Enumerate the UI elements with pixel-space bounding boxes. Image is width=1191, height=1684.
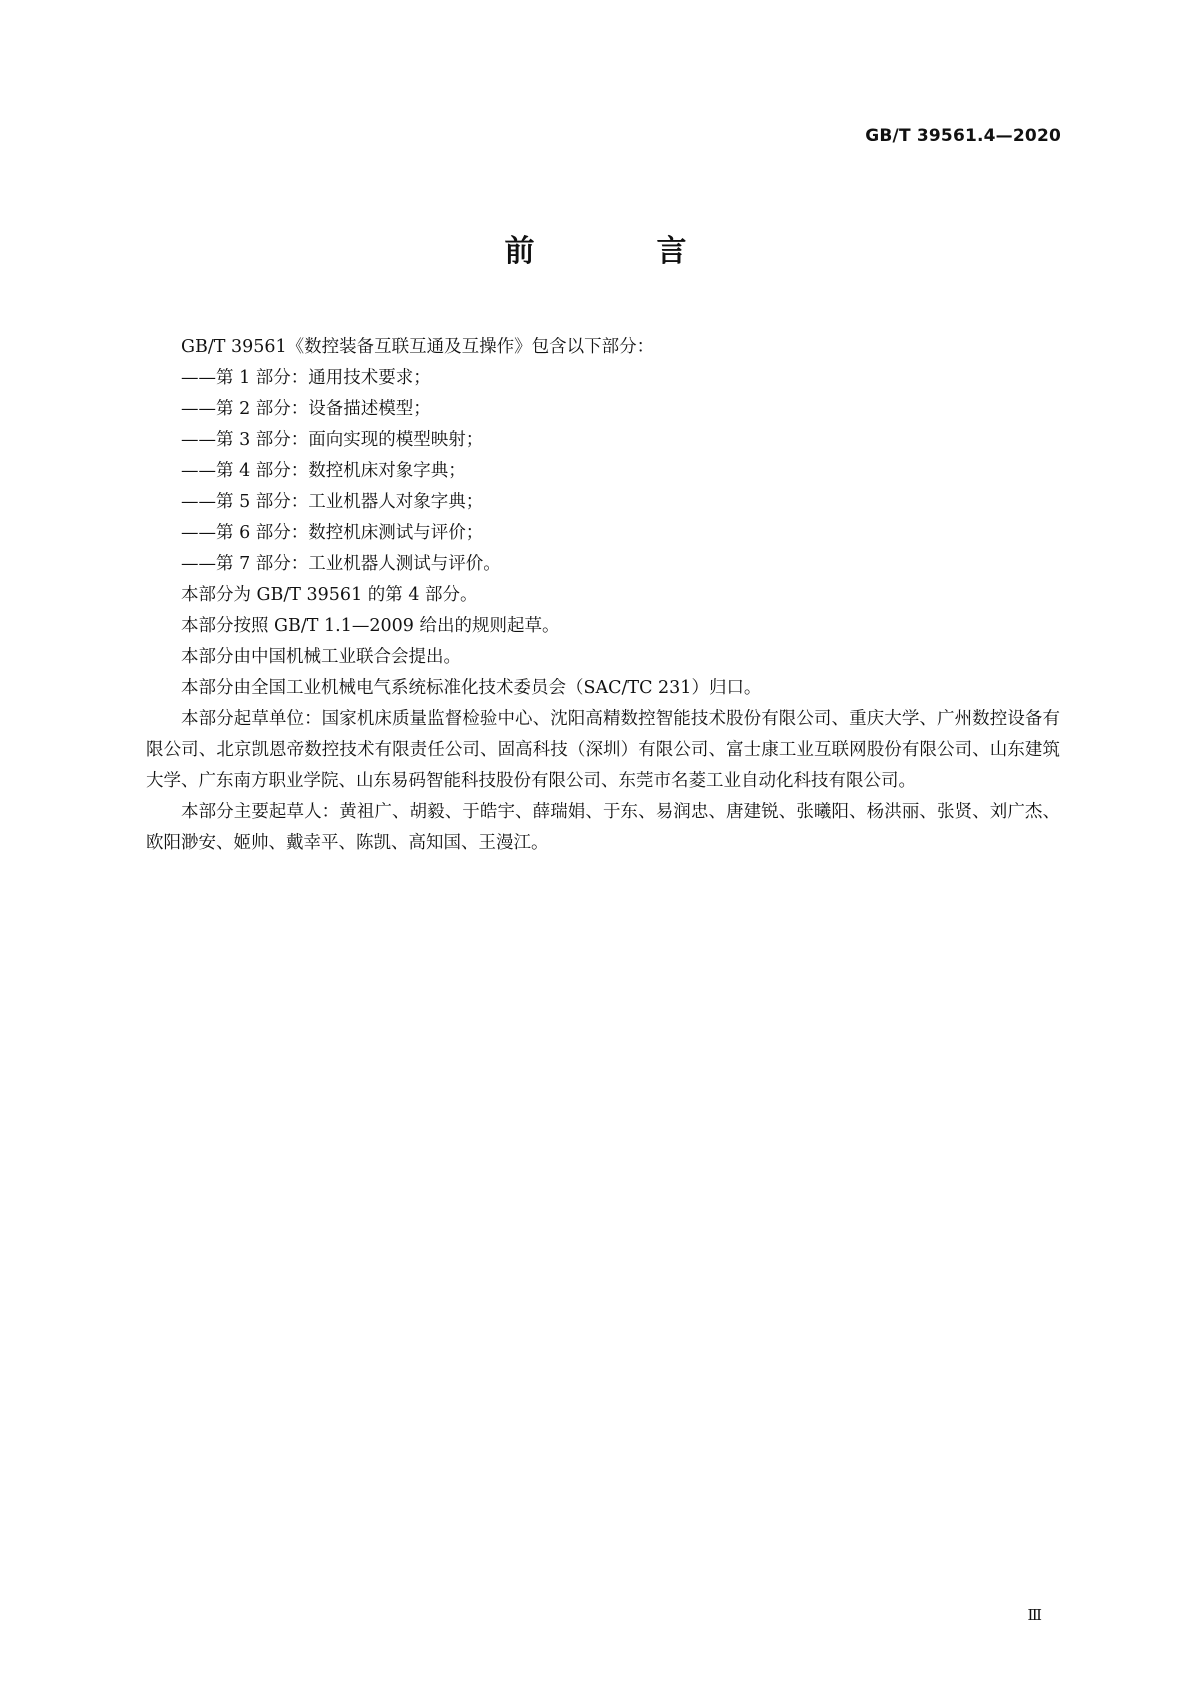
list-item-part-5: ——第 5 部分：工业机器人对象字典； <box>181 492 484 512</box>
list-item-part-2: ——第 2 部分：设备描述模型； <box>181 399 431 419</box>
list-item-part-6: ——第 6 部分：数控机床测试与评价； <box>181 523 484 543</box>
list-item-part-7: ——第 7 部分：工业机器人测试与评价。 <box>181 554 501 574</box>
paragraph-drafters: 本部分主要起草人：黄祖广、胡毅、于皓宇、薛瑞娟、于东、易润忠、唐建锐、张曦阳、杨洪丽、张贤、刘广杰、欧阳渺安、姬帅、戴幸平、陈凯、高知国、王漫江。 <box>146 802 1060 853</box>
foreword-body <box>146 332 1060 859</box>
list-item-part-3: ——第 3 部分：面向实现的模型映射； <box>181 430 484 450</box>
paragraph-proposer: 本部分由中国机械工业联合会提出。 <box>181 647 461 667</box>
list-item-part-1: ——第 1 部分：通用技术要求； <box>181 368 431 388</box>
paragraph-intro: GB/T 39561《数控装备互联互通及互操作》包含以下部分： <box>181 337 655 357</box>
paragraph-part-statement: 本部分为 GB/T 39561 的第 4 部分。 <box>181 585 478 605</box>
list-item-part-4: ——第 4 部分：数控机床对象字典； <box>181 461 466 481</box>
paragraph-drafting-units: 本部分起草单位：国家机床质量监督检验中心、沈阳高精数控智能技术股份有限公司、重庆大学、广州数控设备有限公司、北京凯恩帝数控技术有限责任公司、固高科技（深圳）有限公司、富士康工业互联网股份有限公司、山东建筑大学、广东南方职业学院、山东易码智能科技股份有限公司、东莞市名菱工业自动化科技有限公司。 <box>146 709 1060 791</box>
page-title: 前 言 <box>504 234 733 269</box>
paragraph-centralized-by: 本部分由全国工业机械电气系统标准化技术委员会（SAC/TC 231）归口。 <box>181 678 762 698</box>
paragraph-drafting-rules: 本部分按照 GB/T 1.1—2009 给出的规则起草。 <box>181 616 560 636</box>
standard-number: GB/T 39561.4—2020 <box>865 126 1061 146</box>
page-number: Ⅲ <box>1027 1606 1042 1624</box>
